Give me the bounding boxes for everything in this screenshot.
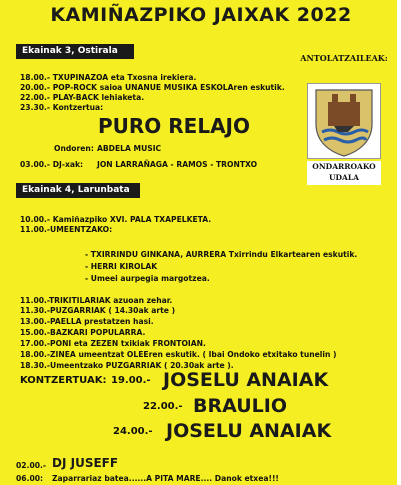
ondoren-value: ABDELA MUSIC bbox=[97, 144, 162, 153]
day2-line: 10.00.- Kamiñazpiko XVI. PALA TXAPELKETA. bbox=[20, 215, 212, 224]
concert-time: 24.00.- bbox=[113, 426, 153, 437]
dj-value: JON LARRAÑAGA - RAMOS - TRONTXO bbox=[97, 160, 258, 169]
concert-name: BRAULIO bbox=[193, 395, 287, 417]
late-time: 06.00: bbox=[16, 474, 44, 483]
day2-line: 11.00.-UMEENTZAKO: bbox=[20, 225, 113, 234]
concerts-label: KONTZERTUAK: bbox=[20, 375, 107, 386]
day2-line: 15.00.-BAZKARI POPULARRA. bbox=[20, 328, 146, 337]
sponsor-name bbox=[307, 161, 381, 185]
day2-header: Ekainak 4, Larunbata bbox=[16, 183, 140, 198]
sponsor-label: ANTOLATZAILEAK: bbox=[300, 53, 388, 63]
concert-name: JOSELU ANAIAK bbox=[163, 369, 329, 391]
day2-line: 17.00.-PONI eta ZEZEN txikiak FRONTOIAN. bbox=[20, 339, 206, 348]
day1-line: 18.00.- TXUPINAZOA eta Txosna irekiera. bbox=[20, 73, 197, 82]
day2-line: 18.30.-Umeentzako PUZGARRIAK ( 20.30ak arte ). bbox=[20, 361, 234, 370]
day1-line: 23.30.- Kontzertua: bbox=[20, 103, 104, 112]
concert-name: JOSELU ANAIAK bbox=[166, 420, 332, 442]
poster-title: KAMIÑAZPIKO JAIXAK 2022 bbox=[50, 4, 352, 26]
dj-label: 03.00.- DJ-xak: bbox=[20, 160, 84, 169]
concert-time: 22.00.- bbox=[143, 401, 183, 412]
ondoren-label: Ondoren: bbox=[54, 144, 94, 153]
kids-item: - HERRI KIROLAK bbox=[85, 262, 158, 271]
kids-item: - Umeei aurpegia margotzea. bbox=[85, 274, 210, 283]
day2-line: 11.30.-PUZGARRIAK ( 14.30ak arte ) bbox=[20, 306, 176, 315]
day1-header: Ekainak 3, Ostirala bbox=[16, 44, 134, 59]
day2-line: 18.00.-ZINEA umeentzat OLEEren eskutik. ( Ibai Ondoko etxitako tunelin ) bbox=[20, 350, 337, 359]
late-text: DJ JUSEFF bbox=[52, 456, 119, 470]
day1-line: 22.00.- PLAY-BACK lehiaketa. bbox=[20, 93, 145, 102]
sponsor-name-line1: ONDARROAKO bbox=[312, 162, 376, 171]
day2-line: 13.00.-PAELLA prestatzen hasi. bbox=[20, 317, 154, 326]
sponsor-name-line2: UDALA bbox=[329, 173, 359, 182]
day1-line: 20.00.- POP-ROCK saioa UNANUE MUSIKA ESKOLAren eskutik. bbox=[20, 83, 285, 92]
day2-line: 11.00.-TRIKITILARIAK azuoan zehar. bbox=[20, 296, 173, 305]
late-time: 02.00.- bbox=[16, 461, 47, 470]
day1-concert: PURO RELAJO bbox=[98, 114, 250, 138]
late-text: Zaparrariaz batea......A PITA MARE.... Danok etxea!!! bbox=[52, 474, 279, 483]
ondarroa-shield-icon bbox=[307, 83, 381, 159]
concert-time: 19.00.- bbox=[111, 375, 151, 386]
kids-item: - TXIRRINDU GINKANA, AURRERA Txirrindu Elkartearen eskutik. bbox=[85, 250, 358, 259]
